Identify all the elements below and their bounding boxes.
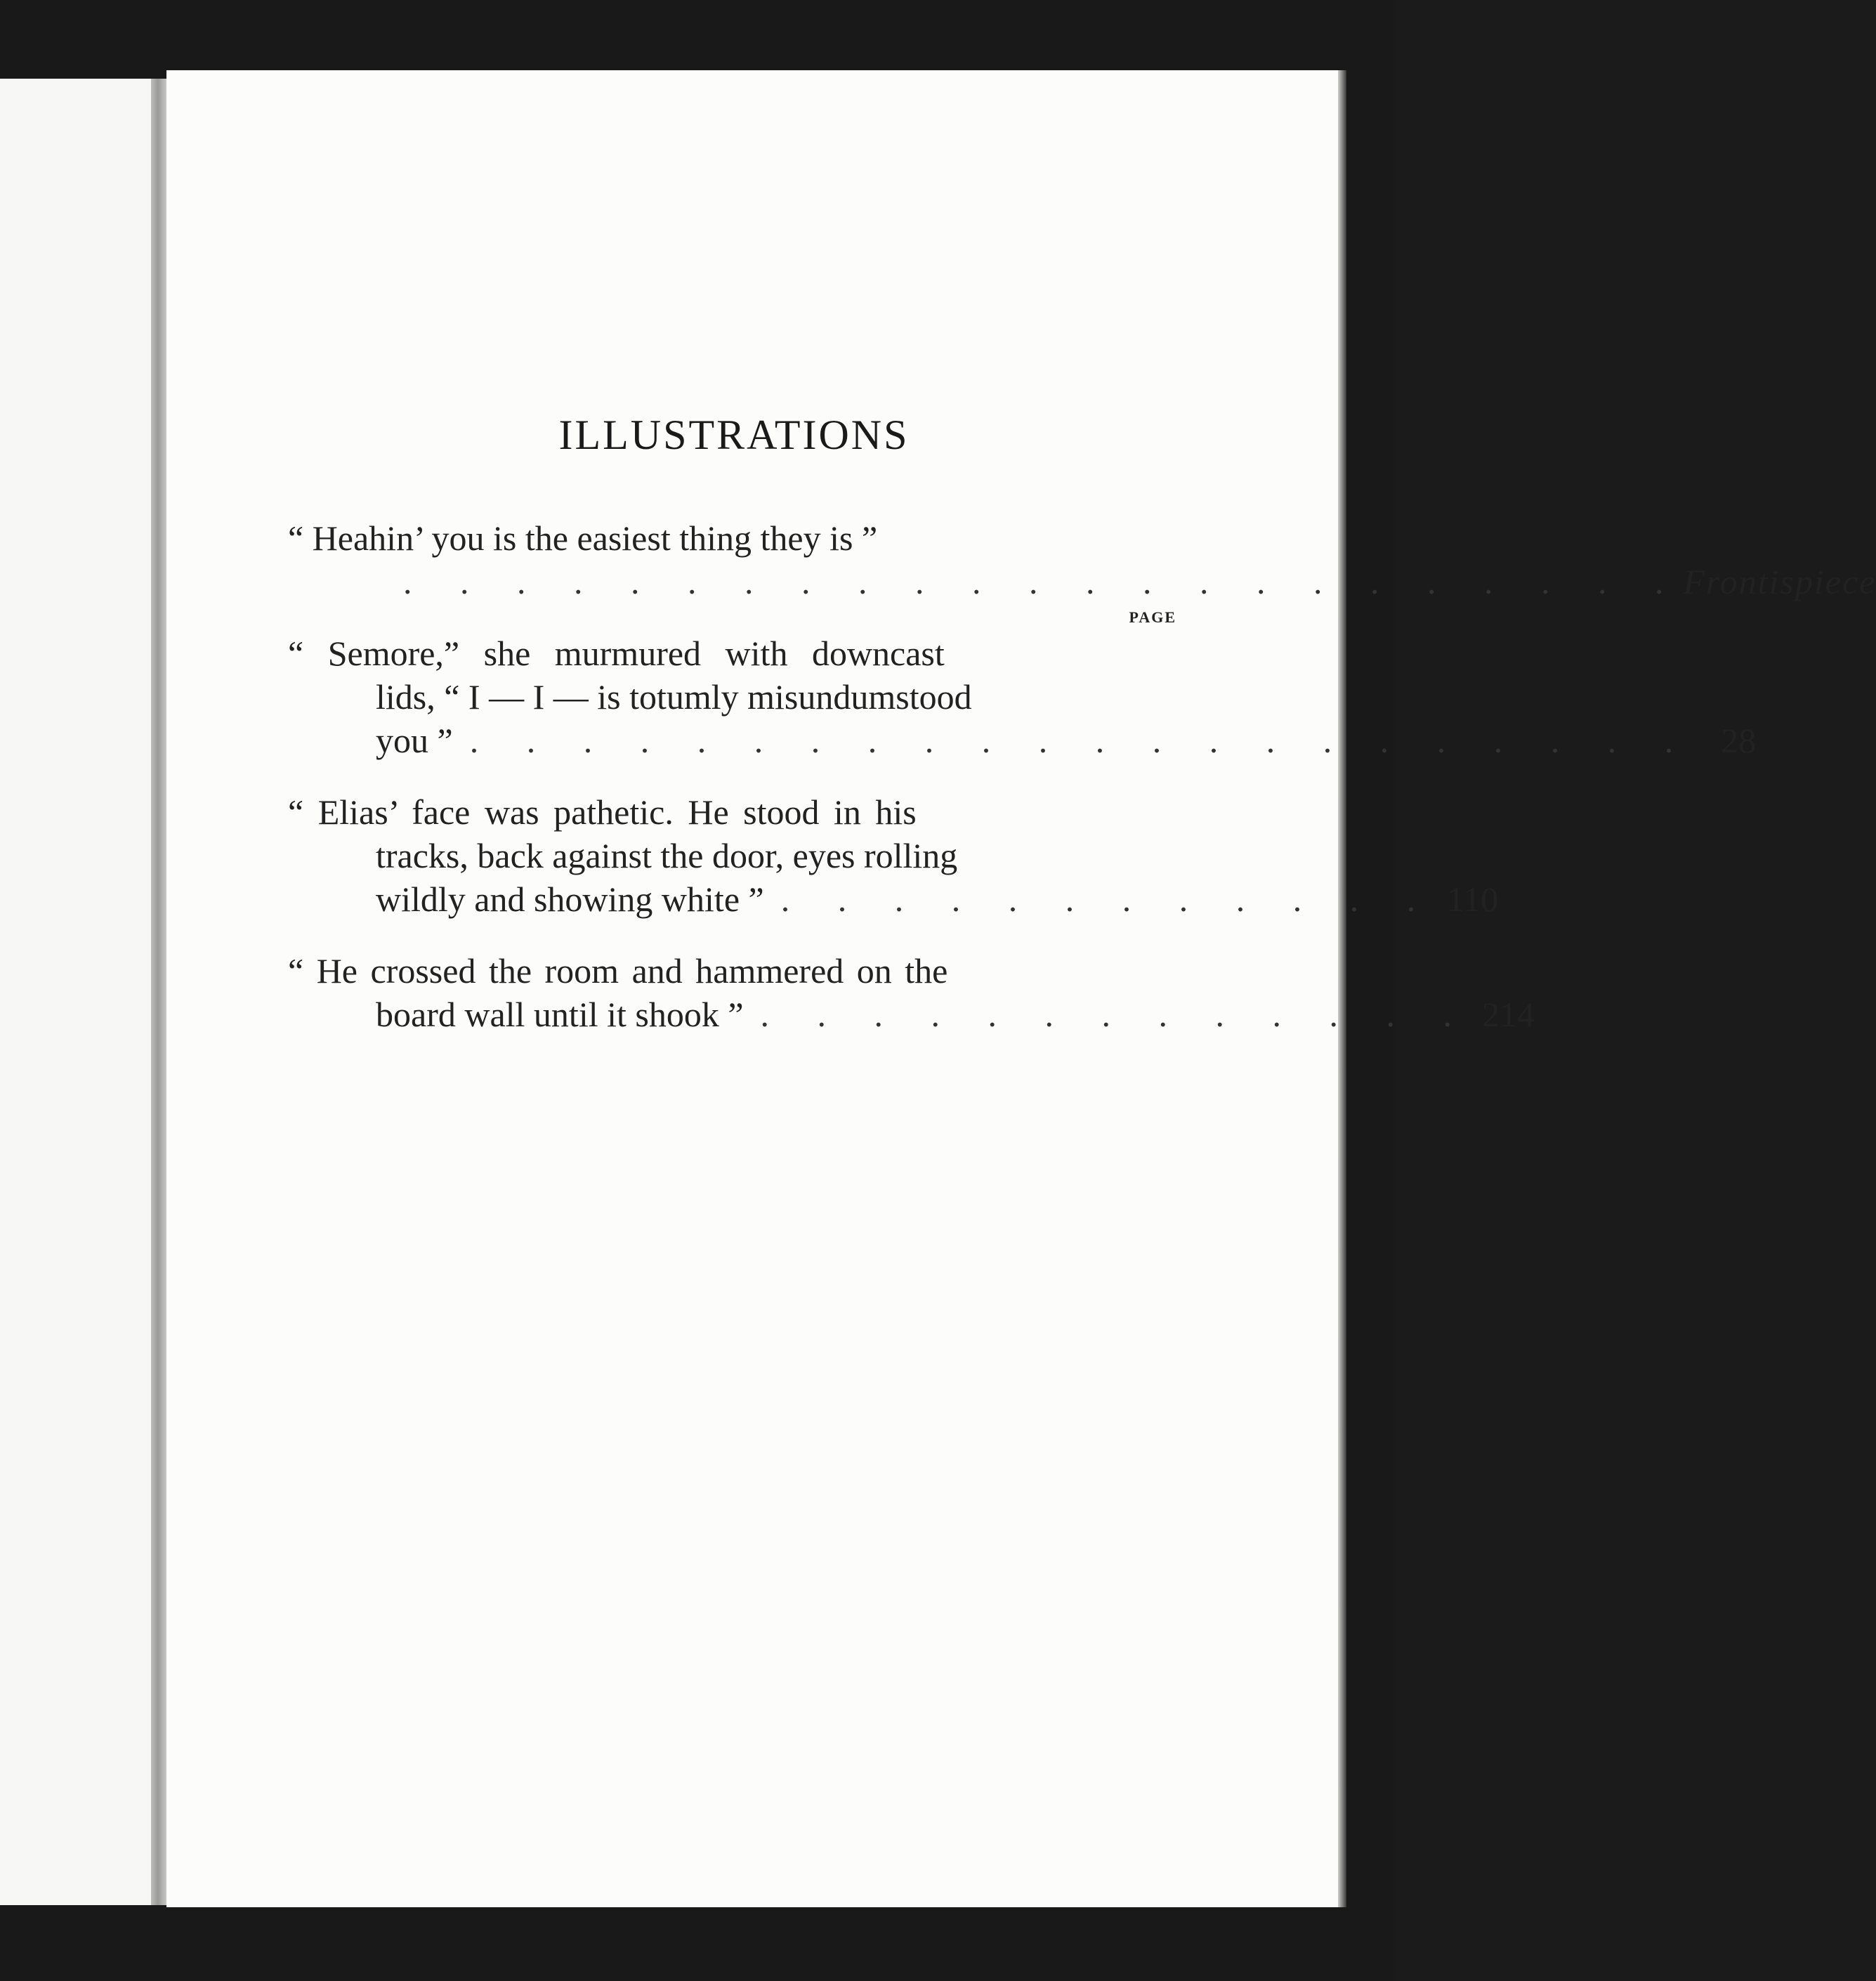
entry-caption: tracks, back against the door, eyes rolling: [376, 836, 958, 875]
leader-dots: . . . . . . . . . . . . .: [760, 995, 1472, 1034]
entry-page: 214: [1482, 995, 1535, 1034]
entry-caption: “ Heahin’ you is the easiest thing they is ”: [288, 518, 878, 558]
entry-caption: “ Semore,” she murmured with downcast: [288, 634, 945, 673]
entry-caption: wildly and showing white ”: [376, 880, 764, 919]
illustrations-list: [288, 516, 1876, 1036]
list-item-frontispiece: [288, 516, 1876, 603]
facing-page: [0, 79, 158, 1905]
entry-page: 28: [1721, 721, 1757, 760]
book-gutter: [151, 79, 166, 1905]
page-title: ILLUSTRATIONS: [558, 412, 910, 458]
page-edge: [1338, 70, 1346, 1907]
entry-page: Frontispiece: [1683, 562, 1876, 601]
entry-caption: lids, “ I — I — is totumly misundumstood: [376, 677, 972, 717]
list-item-elias: [288, 790, 1499, 921]
entry-caption: you ”: [376, 721, 453, 760]
page-column-label: PAGE: [1129, 608, 1176, 626]
list-item-semore: [288, 632, 1757, 762]
entry-page: 110: [1447, 880, 1499, 919]
list-item-crossed-room: [288, 949, 1535, 1036]
leader-dots: . . . . . . . . . . . . . . . . . . . . . . .: [403, 562, 1684, 601]
entry-caption: “ Elias’ face was pathetic. He stood in his: [288, 792, 917, 832]
entry-caption: “ He crossed the room and hammered on the: [288, 951, 948, 990]
leader-dots: . . . . . . . . . . . .: [780, 880, 1436, 919]
entry-caption: board wall until it shook ”: [376, 995, 744, 1034]
leader-dots: . . . . . . . . . . . . . . . . . . . . . .: [469, 721, 1693, 760]
